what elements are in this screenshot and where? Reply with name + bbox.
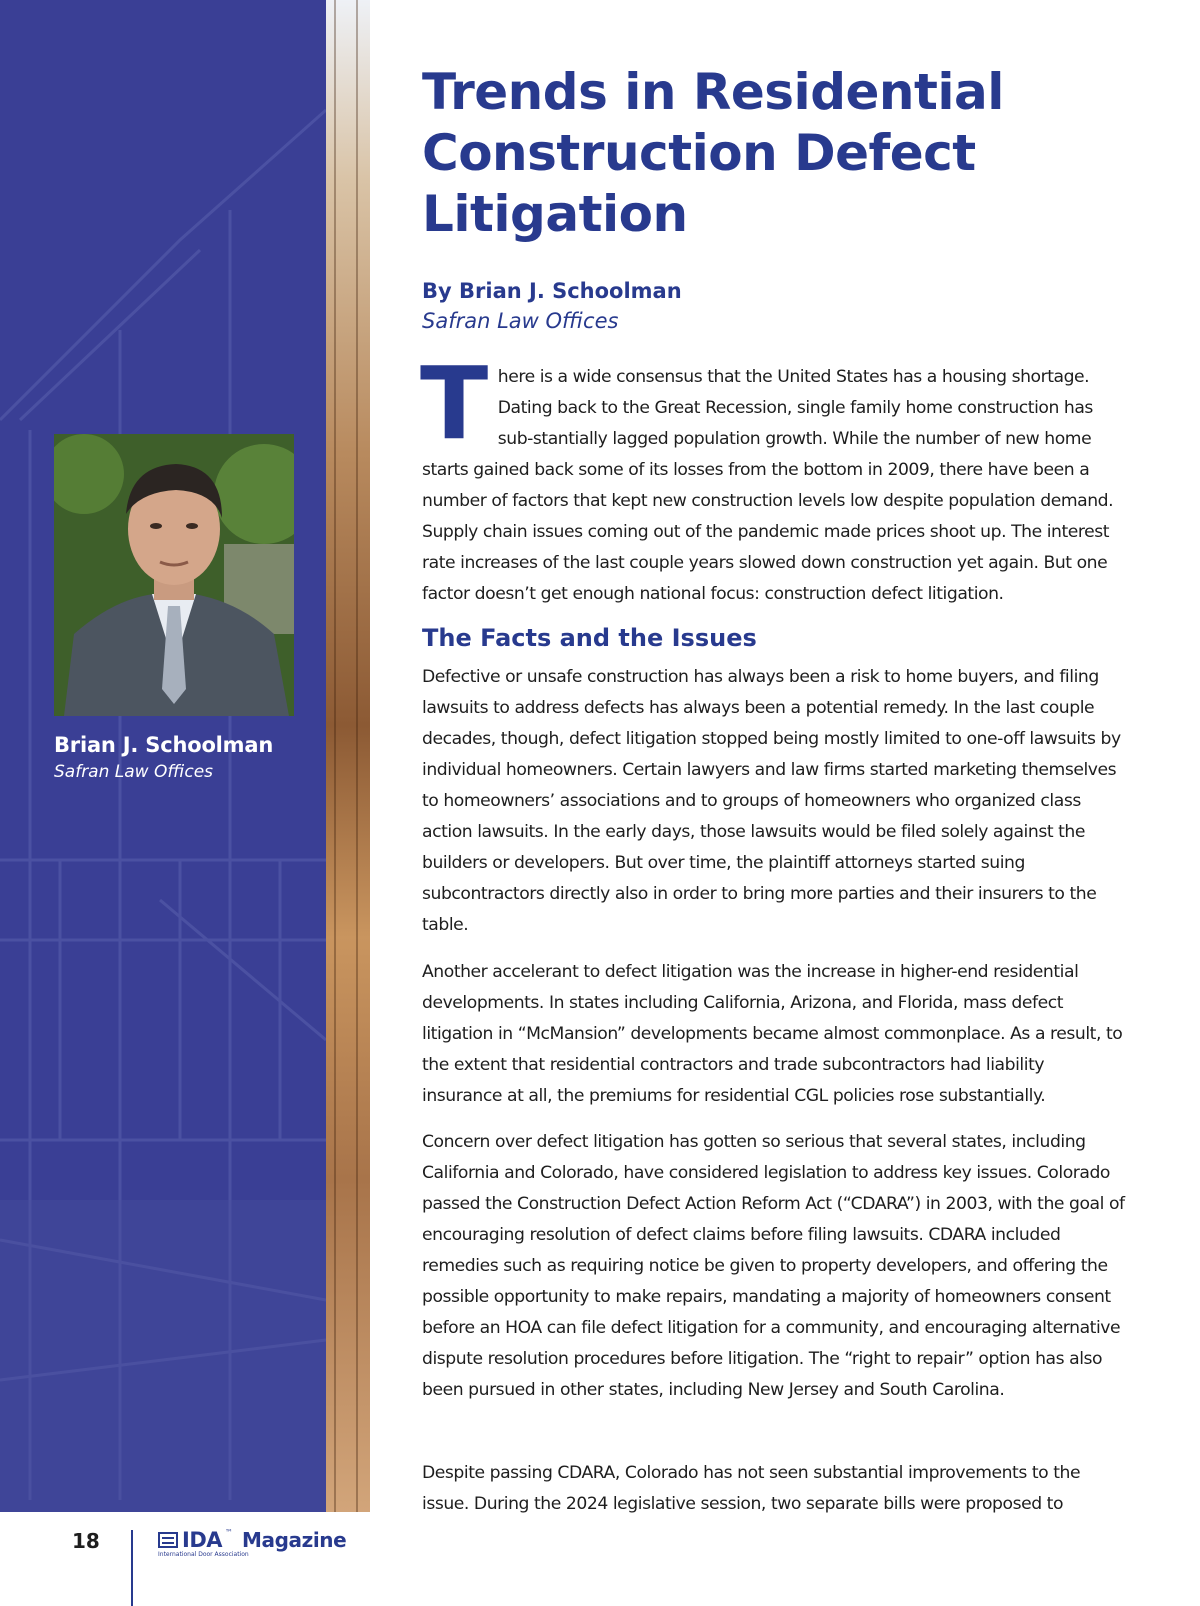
page-number: 18	[72, 1529, 100, 1553]
portrait-illustration	[54, 434, 294, 716]
logo-magazine-text: Magazine	[242, 1528, 347, 1552]
article-byline-org: Safran Law Offices	[422, 309, 619, 333]
door-logo-icon	[158, 1532, 178, 1548]
author-caption-org: Safran Law Offices	[54, 762, 214, 782]
side-panel	[0, 0, 370, 1512]
logo-trademark: ™	[225, 1528, 233, 1537]
footer-divider	[131, 1530, 133, 1606]
section-heading: The Facts and the Issues	[422, 624, 757, 652]
article-title: Trends in Residential Construction Defect Litigation	[422, 63, 1004, 243]
logo-ida-text: IDA	[182, 1528, 222, 1552]
body-paragraph: Concern over defect litigation has gotten so serious that several states, including California and Colorado, have considered legislation to address key issues. Colorado passed the Construction Defect Action Reform Act (“CDARA”) in 2003, with the goal of encouraging resolution of defect claims before filing lawsuits. CDARA included remedies such as requiring notice be given to property developers, and offering the possible opportunity to make repairs, mandating a majority of homeowners consent before an HOA can file defect litigation for a community, and encouraging alternative dispute resolution procedures before litigation. The “right to repair” option has also been pursued in other states, including New Jersey and South Carolina.	[422, 1132, 1125, 1400]
drop-cap: T	[420, 345, 488, 462]
article-byline: By Brian J. Schoolman	[422, 279, 682, 303]
author-caption-name: Brian J. Schoolman	[54, 733, 274, 757]
author-portrait	[54, 434, 294, 716]
body-paragraph: Defective or unsafe construction has always been a risk to home buyers, and filing lawsuits to address defects has always been a potential remedy. In the last couple decades, though, defect litigation stopped being mostly limited to one-off lawsuits by individual homeowners. Certain lawyers and law firms started marketing themselves to homeowners’ associations and to groups of homeowners who organized class action lawsuits. In the early days, those lawsuits would be filed solely against the builders or developers. But over time, the plaintiff attorneys started suing subcontractors directly also in order to bring more parties and their insurers to the table.	[422, 667, 1121, 935]
construction-photo-strip	[326, 0, 370, 1512]
ida-magazine-logo	[158, 1528, 348, 1558]
body-paragraph: Another accelerant to defect litigation was the increase in higher-end residential developments. In states including California, Arizona, and Florida, mass defect litigation in “McMansion” developments became almost commonplace. As a result, to the extent that residential contractors and trade subcontractors had liability insurance at all, the premiums for residential CGL policies rose substantially.	[422, 962, 1123, 1106]
body-paragraph: Despite passing CDARA, Colorado has not seen substantial improvements to the issue. During the 2024 legislative session, two separate bills were proposed to	[422, 1463, 1081, 1514]
logo-subtitle: International Door Association	[158, 1551, 249, 1558]
intro-paragraph	[420, 345, 1128, 610]
intro-text: here is a wide consensus that the United States has a housing shortage. Dating back to the Great Recession, single family home construction has sub-stantially lagged population growth. While the number of new home starts gained back some of its losses from the bottom in 2009, there have been a number of factors that kept new construction levels low despite population demand. Supply chain issues coming out of the pandemic made prices shoot up. The interest rate increases of the last couple years slowed down construction yet again. But one factor doesn’t get enough national focus: construction defect litigation.	[422, 367, 1114, 604]
